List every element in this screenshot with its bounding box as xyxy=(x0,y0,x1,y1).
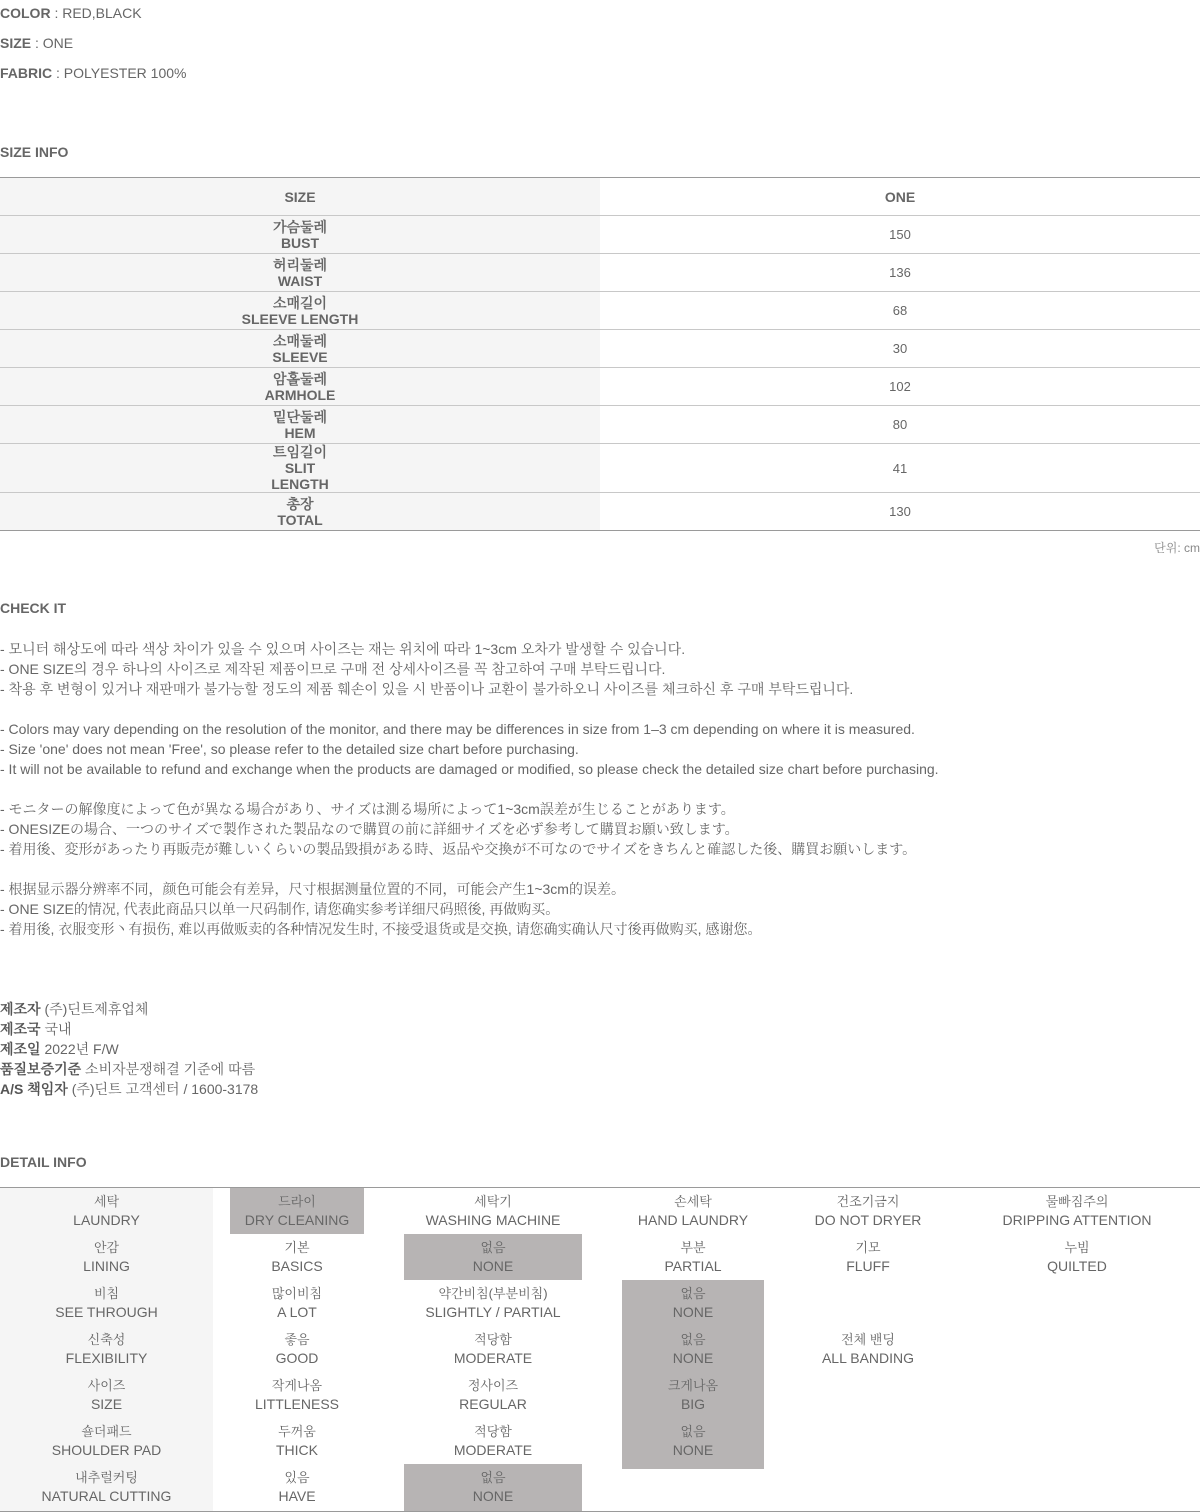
measure-label xyxy=(0,493,600,531)
note-line: - モニターの解像度によって色が異なる場合があり、サイズは測る場所によって1~3cm誤差が生じることがあります。 xyxy=(0,801,735,817)
spec-label: COLOR xyxy=(0,5,51,21)
measure-en: SLEEVE xyxy=(272,348,328,365)
detail-label-flexibility xyxy=(0,1326,213,1367)
option-kr: 기모 xyxy=(855,1240,881,1255)
option-kr: 부분 xyxy=(680,1240,706,1255)
option-slightly-partial xyxy=(404,1280,582,1321)
measure-kr: 허리둘레 xyxy=(272,256,328,273)
spec-value: ONE xyxy=(42,35,74,51)
option-en: NONE xyxy=(672,1350,714,1366)
detail-label-en: SIZE xyxy=(90,1396,123,1412)
measure-value: 102 xyxy=(600,368,1200,406)
note-line: - 着用後、変形があったり再販売が難しいくらいの製品毀損がある時、返品や交換が不可なのでサイズをきちんと確認した後、購買お願いします。 xyxy=(0,841,917,857)
note-line: - ONE SIZE의 경우 하나의 사이즈로 제작된 제품이므로 구매 전 상세사이즈를 꼭 참고하여 구매 부탁드립니다. xyxy=(0,661,666,677)
option-pad-none xyxy=(622,1413,764,1469)
mfg-value: 국내 xyxy=(44,1021,72,1037)
measure-en: TOTAL xyxy=(277,511,323,528)
option-have xyxy=(230,1464,364,1505)
measure-kr: 소매길이 xyxy=(272,294,328,311)
option-en: HAVE xyxy=(278,1488,316,1504)
option-lining-none xyxy=(404,1234,582,1280)
option-quilted xyxy=(992,1234,1162,1275)
option-kr: 세탁기 xyxy=(474,1194,512,1209)
check-it-notes xyxy=(0,639,939,939)
mfg-label: 품질보증기준 xyxy=(0,1061,82,1077)
option-en: MODERATE xyxy=(453,1350,533,1366)
option-en: PARTIAL xyxy=(664,1258,722,1274)
option-en: HAND LAUNDRY xyxy=(637,1212,749,1228)
detail-label-kr: 숄더패드 xyxy=(81,1424,132,1439)
table-row xyxy=(0,216,1200,254)
option-kr: 없음 xyxy=(680,1424,706,1439)
measure-kr: 총장 xyxy=(286,495,314,512)
measure-label xyxy=(0,368,600,406)
option-en: NONE xyxy=(472,1258,514,1274)
option-dripping-attention xyxy=(992,1188,1162,1229)
option-kr: 손세탁 xyxy=(674,1194,712,1209)
mfg-value: (주)딘트 고객센터 / 1600-3178 xyxy=(71,1081,259,1097)
measure-value: 136 xyxy=(600,254,1200,292)
table-row xyxy=(0,444,1200,493)
option-en: NONE xyxy=(672,1304,714,1320)
detail-label-shoulder-pad xyxy=(0,1418,213,1459)
note-line: - 착용 후 변형이 있거나 재판매가 불가능할 정도의 제품 훼손이 있을 시 반품이나 교환이 불가하오니 사이즈를 체크하신 후 구매 부탁드립니다. xyxy=(0,681,854,697)
measure-value: 41 xyxy=(600,444,1200,493)
option-dry-cleaning xyxy=(230,1188,364,1234)
option-do-not-dryer xyxy=(798,1188,938,1229)
option-kr: 기본 xyxy=(284,1240,310,1255)
detail-label-natural-cutting xyxy=(0,1464,213,1505)
detail-label-lining xyxy=(0,1234,213,1275)
measure-label xyxy=(0,444,600,493)
detail-label-size xyxy=(0,1372,213,1413)
option-kr: 없음 xyxy=(480,1240,506,1255)
note-line: - 着用後, 衣服变形丶有损伤, 难以再做贩卖的各种情况发生时, 不接受退货或是交换, 请您确实确认尺寸後再做购买, 感谢您。 xyxy=(0,921,762,937)
detail-label-kr: 사이즈 xyxy=(87,1378,126,1393)
detail-label-en: LINING xyxy=(83,1258,130,1274)
measure-en: ARMHOLE xyxy=(264,386,336,403)
option-see-through-none xyxy=(622,1280,764,1326)
measure-en: WAIST xyxy=(277,272,323,289)
option-en: NONE xyxy=(472,1488,514,1504)
table-row xyxy=(0,368,1200,406)
option-hand-laundry xyxy=(622,1188,764,1229)
measure-en: BUST xyxy=(280,234,320,251)
note-line: - Size 'one' does not mean 'Free', so please refer to the detailed size chart before purchasing. xyxy=(0,741,579,757)
option-en: NONE xyxy=(672,1442,714,1458)
option-kr: 두꺼움 xyxy=(278,1424,316,1439)
measure-kr: 암홀둘레 xyxy=(272,370,328,387)
note-line: - It will not be available to refund and exchange when the products are damaged or modified, so please check the detailed size chart before purchasing. xyxy=(0,761,939,777)
option-kr: 물빠짐주의 xyxy=(1045,1194,1109,1209)
option-thick xyxy=(230,1418,364,1459)
mfg-label: 제조일 xyxy=(0,1041,41,1057)
table-row xyxy=(0,330,1200,368)
option-en: A LOT xyxy=(277,1304,317,1320)
detail-label-kr: 비침 xyxy=(93,1286,120,1301)
option-en: MODERATE xyxy=(453,1442,533,1458)
size-header-label: SIZE xyxy=(0,178,600,216)
measure-en: SLIT xyxy=(284,460,316,476)
table-row xyxy=(0,292,1200,330)
option-en: DRY CLEANING xyxy=(244,1212,350,1228)
spec-color: COLOR : RED,BLACK xyxy=(0,5,142,21)
size-table-header xyxy=(0,178,1200,216)
measure-value: 150 xyxy=(600,216,1200,254)
detail-label-en: SHOULDER PAD xyxy=(51,1442,162,1458)
measure-en: HEM xyxy=(284,424,316,441)
option-en: WASHING MACHINE xyxy=(425,1212,561,1228)
option-en: GOOD xyxy=(275,1350,319,1366)
detail-label-kr: 신축성 xyxy=(87,1332,126,1347)
option-washing-machine xyxy=(404,1188,582,1229)
detail-label-kr: 내추럴커팅 xyxy=(75,1470,138,1485)
measure-value: 130 xyxy=(600,493,1200,531)
spec-label: SIZE xyxy=(0,35,32,51)
measure-value: 80 xyxy=(600,406,1200,444)
mfg-label: 제조국 xyxy=(0,1021,41,1037)
detail-label-en: SEE THROUGH xyxy=(55,1304,158,1320)
measure-label xyxy=(0,330,600,368)
option-en: BASICS xyxy=(271,1258,323,1274)
mfg-line xyxy=(0,1079,258,1099)
option-en: DRIPPING ATTENTION xyxy=(1002,1212,1152,1228)
option-kr: 좋음 xyxy=(284,1332,310,1347)
measure-kr: 가슴둘레 xyxy=(272,218,328,235)
detail-label-en: NATURAL CUTTING xyxy=(41,1488,172,1504)
option-en: BIG xyxy=(680,1396,706,1412)
option-en: ALL BANDING xyxy=(821,1350,915,1366)
spec-size: SIZE : ONE xyxy=(0,35,74,51)
option-en: LITTLENESS xyxy=(254,1396,340,1412)
detail-label-kr: 세탁 xyxy=(93,1194,120,1209)
size-header-value: ONE xyxy=(600,178,1200,216)
option-kr: 누빔 xyxy=(1064,1240,1090,1255)
spec-label: FABRIC xyxy=(0,65,53,81)
option-en: DO NOT DRYER xyxy=(814,1212,922,1228)
option-partial xyxy=(622,1234,764,1275)
option-en: QUILTED xyxy=(1047,1258,1107,1274)
option-en: FLUFF xyxy=(846,1258,890,1274)
detail-info-grid xyxy=(0,1187,1200,1512)
detail-label-see-through xyxy=(0,1280,213,1321)
option-regular xyxy=(404,1372,582,1413)
option-kr: 크게나옴 xyxy=(667,1378,719,1393)
detail-info-title: DETAIL INFO xyxy=(0,1154,87,1170)
option-kr: 없음 xyxy=(680,1286,706,1301)
detail-label-en: FLEXIBILITY xyxy=(65,1350,148,1366)
mfg-line xyxy=(0,999,258,1019)
measure-kr: 트임길이 xyxy=(272,444,328,460)
note-line: - ONE SIZE的情况, 代表此商品只以单一尺码制作, 请您确实参考详细尺码照後, 再做购买。 xyxy=(0,901,560,917)
option-kr: 작게나옴 xyxy=(271,1378,323,1393)
option-basics xyxy=(230,1234,364,1275)
spec-value: RED,BLACK xyxy=(62,5,142,21)
check-it-title: CHECK IT xyxy=(0,600,67,616)
mfg-value: 2022년 F/W xyxy=(44,1041,119,1057)
detail-label-en: LAUNDRY xyxy=(73,1212,140,1228)
note-line: - 根据显示器分辨率不同，颜色可能会有差异，尺寸根据测量位置的不同，可能会产生1~3cm的误差。 xyxy=(0,881,625,897)
option-kr: 전체 밴딩 xyxy=(841,1332,895,1347)
option-kr: 정사이즈 xyxy=(467,1378,519,1393)
option-flex-moderate xyxy=(404,1326,582,1367)
detail-label-laundry xyxy=(0,1188,213,1239)
option-fluff xyxy=(798,1234,938,1275)
unit-note: 단위: cm xyxy=(1154,541,1200,555)
note-line: - ONESIZEの場合、一つのサイズで製作された製品なので購買の前に詳細サイズを必ず参考して購買お願い致します。 xyxy=(0,821,739,837)
manufacturer-info xyxy=(0,999,258,1099)
option-kr: 있음 xyxy=(284,1470,310,1485)
spec-fabric: FABRIC : POLYESTER 100% xyxy=(0,65,187,81)
size-info-title: SIZE INFO xyxy=(0,144,69,160)
mfg-value: 소비자분쟁해결 기준에 따름 xyxy=(85,1061,256,1077)
measure-label xyxy=(0,292,600,330)
measure-value: 30 xyxy=(600,330,1200,368)
measure-kr: 소매둘레 xyxy=(272,332,328,349)
table-row xyxy=(0,406,1200,444)
detail-label-kr: 안감 xyxy=(93,1240,120,1255)
note-line: - Colors may vary depending on the resolution of the monitor, and there may be differences in size from 1–3 cm depending on where it is measured. xyxy=(0,721,915,737)
option-kr: 많이비침 xyxy=(271,1286,323,1301)
measure-label xyxy=(0,216,600,254)
spec-value: POLYESTER 100% xyxy=(63,65,187,81)
mfg-label: A/S 책임자 xyxy=(0,1081,68,1097)
option-kr: 드라이 xyxy=(278,1194,316,1209)
option-pad-moderate xyxy=(404,1418,582,1459)
measure-label xyxy=(0,254,600,292)
option-cutting-none xyxy=(404,1464,582,1511)
option-kr: 적당함 xyxy=(474,1424,512,1439)
mfg-line xyxy=(0,1019,258,1039)
table-row xyxy=(0,254,1200,292)
size-table xyxy=(0,177,1200,531)
mfg-label: 제조자 xyxy=(0,1001,41,1017)
measure-kr: 밑단둘레 xyxy=(272,408,328,425)
option-en: SLIGHTLY / PARTIAL xyxy=(425,1304,561,1320)
option-kr: 없음 xyxy=(680,1332,706,1347)
option-kr: 적당함 xyxy=(474,1332,512,1347)
table-row xyxy=(0,493,1200,531)
measure-value: 68 xyxy=(600,292,1200,330)
option-all-banding xyxy=(798,1326,938,1367)
measure-en: SLEEVE LENGTH xyxy=(241,310,359,327)
note-line: - 모니터 해상도에 따라 색상 차이가 있을 수 있으며 사이즈는 재는 위치에 따라 1~3cm 오차가 발생할 수 있습니다. xyxy=(0,641,686,657)
option-kr: 건조기금지 xyxy=(836,1194,900,1209)
option-good xyxy=(230,1326,364,1367)
mfg-line xyxy=(0,1039,258,1059)
option-kr: 약간비침(부분비침) xyxy=(438,1286,548,1301)
mfg-line xyxy=(0,1059,258,1079)
option-a-lot xyxy=(230,1280,364,1321)
mfg-value: (주)딘트제휴업체 xyxy=(44,1001,149,1017)
option-kr: 없음 xyxy=(480,1470,506,1485)
option-en: REGULAR xyxy=(459,1396,527,1412)
measure-label xyxy=(0,406,600,444)
option-en: THICK xyxy=(276,1442,318,1458)
option-littleness xyxy=(230,1372,364,1413)
measure-en-line2: LENGTH xyxy=(271,476,329,492)
